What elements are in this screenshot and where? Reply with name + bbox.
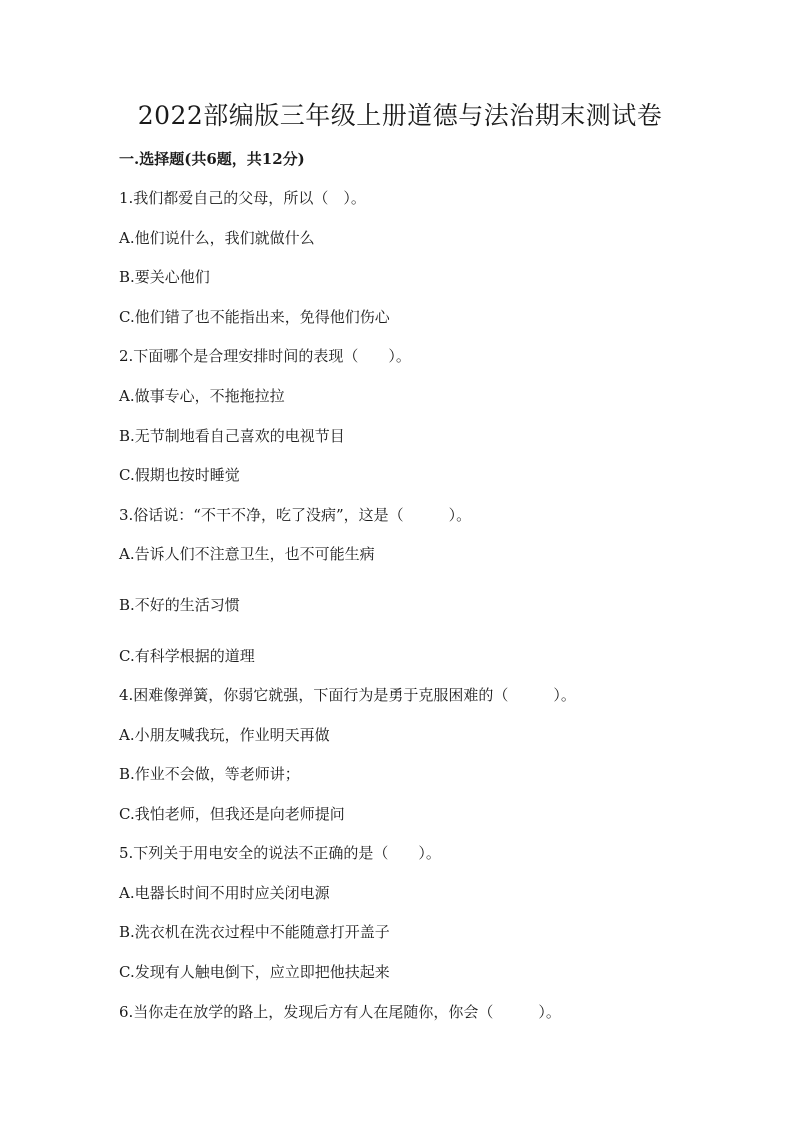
question-stem: 5.下列关于用电安全的说法不正确的是（ ）。 bbox=[119, 844, 441, 862]
question-option: B.无节制地看自己喜欢的电视节目 bbox=[119, 427, 345, 445]
question-option: B.要关心他们 bbox=[119, 268, 210, 286]
question-option: A.小朋友喊我玩，作业明天再做 bbox=[119, 726, 330, 744]
question-stem: 2.下面哪个是合理安排时间的表现（ ）。 bbox=[119, 347, 411, 365]
question-stem: 3.俗话说：“不干不净，吃了没病”，这是（ ）。 bbox=[119, 506, 472, 524]
question-option: C.有科学根据的道理 bbox=[119, 647, 255, 665]
question-option: C.他们错了也不能指出来，免得他们伤心 bbox=[119, 308, 390, 326]
question-option: B.洗衣机在洗衣过程中不能随意打开盖子 bbox=[119, 923, 390, 941]
question-option: C.我怕老师，但我还是向老师提问 bbox=[119, 805, 345, 823]
question-option: A.电器长时间不用时应关闭电源 bbox=[119, 884, 330, 902]
question-option: A.做事专心，不拖拖拉拉 bbox=[119, 387, 285, 405]
question-option: A.告诉人们不注意卫生，也不可能生病 bbox=[119, 545, 375, 563]
question-option: B.不好的生活习惯 bbox=[119, 596, 240, 614]
question-stem: 6.当你走在放学的路上，发现后方有人在尾随你，你会（ ）。 bbox=[119, 1003, 561, 1021]
section-heading: 一.选择题(共6题，共12分) bbox=[119, 150, 305, 168]
page-title: 2022部编版三年级上册道德与法治期末测试卷 bbox=[137, 101, 663, 130]
question-stem: 4.困难像弹簧，你弱它就强，下面行为是勇于克服困难的（ ）。 bbox=[119, 686, 576, 704]
question-option: C.发现有人触电倒下，应立即把他扶起来 bbox=[119, 963, 390, 981]
question-stem: 1.我们都爱自己的父母，所以（ ）。 bbox=[119, 189, 366, 207]
question-option: A.他们说什么，我们就做什么 bbox=[119, 229, 315, 247]
question-option: B.作业不会做，等老师讲； bbox=[119, 765, 300, 783]
question-option: C.假期也按时睡觉 bbox=[119, 466, 240, 484]
